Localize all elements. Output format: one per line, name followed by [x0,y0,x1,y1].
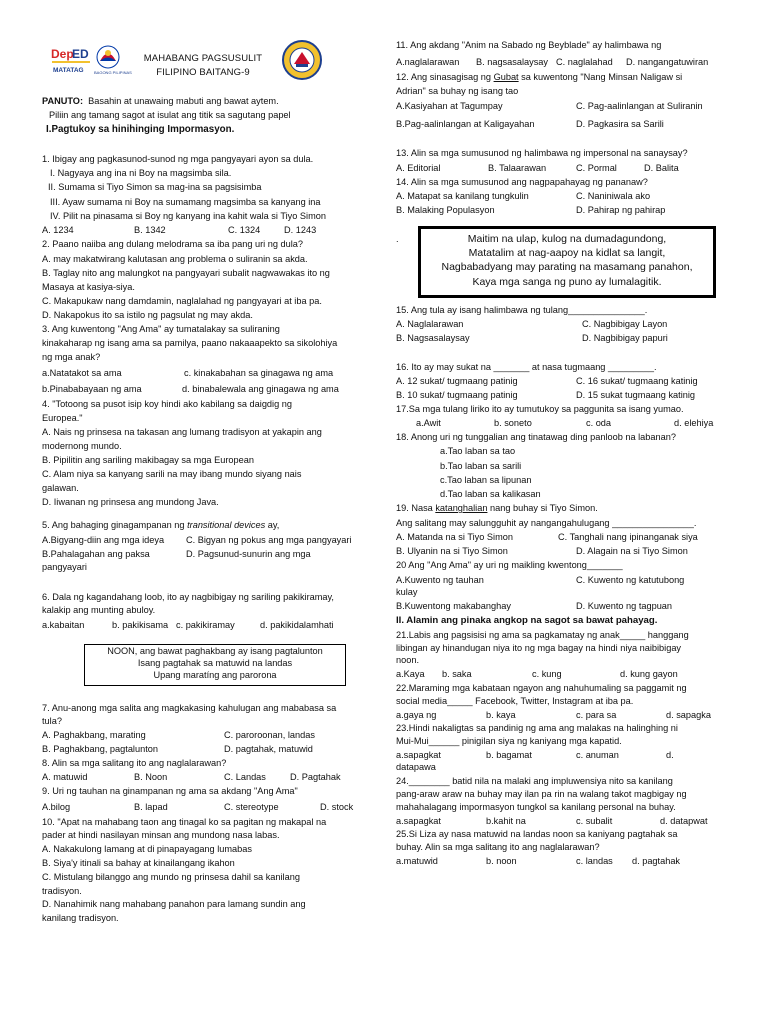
q22-choice-a[interactable]: a.gaya ng [396,710,437,720]
school-seal-logo [282,40,322,80]
q14-choice-a[interactable]: A. Matapat sa kanilang tungkulin [396,191,529,201]
q1-item-4: IV. Pilit na pinasama si Boy ng kanyang ina kahit wala si Tiyo Simon [50,211,326,221]
q18-choice-a[interactable]: a.Tao laban sa tao [440,446,516,456]
poem-2-marker: . [396,234,399,244]
poem-2-line-3: Nagbabadyang may parating na masamang panahon, [441,261,693,274]
q10-stem-1: 10. "Apat na mahabang taon ang tinagal ko sa pagitan ng makapal na [42,817,327,827]
q20-choice-b[interactable]: B.Kuwentong makabanghay [396,601,511,611]
q12-choice-b[interactable]: B.Pag-aalinlangan at Kaligayahan [396,119,535,129]
q14-stem: 14. Alin sa mga sumusunod ang nagpapahayag ng pananaw? [396,177,648,187]
q9-choice-a[interactable]: A.bilog [42,802,71,812]
q4-stem-2: Europea." [42,413,83,423]
q6-stem-2: kalakip ang munting abuloy. [42,605,156,615]
q12-choice-d[interactable]: D. Pagkasira sa Sarili [576,119,664,129]
q20-choice-d[interactable]: D. Kuwento ng tagpuan [576,601,673,611]
q10-choice-c[interactable]: C. Mistulang bilanggo ang mundo ng prinsesa dahil sa kanilang [42,872,300,882]
q9-choice-d[interactable]: D. stock [320,802,354,812]
poem-1-line-2: Isang pagtahak sa matuwid na landas [137,657,293,668]
panuto-text-2: Piliin ang tamang sagot at isulat ang titik sa sagutang papel [49,110,291,120]
q6-choice-a[interactable]: a.kabaitan [42,620,85,630]
q4-choice-c[interactable]: C. Alam niya sa kanyang sarili na may ibang mundo siyang nais [42,469,302,479]
q18-choice-d[interactable]: d.Tao laban sa kalikasan [440,489,541,499]
q22-stem-1: 22.Maraming mga kabataan ngayon ang nahuhumaling sa paggamit ng [396,683,687,693]
q12-stem-1 [396,72,724,84]
q8-choice-d[interactable]: D. Pagtahak [290,772,341,782]
q17-choice-a[interactable]: a.Awit [416,418,441,428]
q13-stem: 13. Alin sa mga sumusunod ng halimbawa ng impersonal na sanaysay? [396,148,688,158]
q6-choice-d[interactable]: d. pakikidalamhati [260,620,334,630]
q7-stem-1: 7. Anu-anong mga salita ang magkakasing kahulugan ang mababasa sa [42,703,337,713]
q5-stem [42,520,370,532]
svg-text:Dep: Dep [51,47,74,61]
q24-choice-a[interactable]: a.sapagkat [396,816,441,826]
q12-underlined-word: Gubat [493,72,519,82]
poem-1-line-1: NOON, ang bawat paghakbang ay isang pagtalunton [107,646,323,656]
svg-text:BAGONG PILIPINAS: BAGONG PILIPINAS [94,70,132,75]
q1-choice-c[interactable]: C. 1324 [228,225,261,235]
poem-1-line-3: Upang maratíng ang parorona [153,669,277,680]
q4-stem-1: 4. "Totoong sa pusot isip koy hindi ako kabilang sa daigdig ng [42,399,292,409]
q23-choice-a[interactable]: a.sapagkat [396,750,441,760]
q12-stem-pre: 12. Ang sinasagisag ng [396,72,494,82]
q21-stem-1: 21.Labis ang pagsisisi ng ama sa pagkamatay ng anak_____ hanggang [396,630,689,640]
q17-choice-d[interactable]: d. elehiya [674,418,714,428]
q8-choice-b[interactable]: B. Noon [134,772,168,782]
q20-stem: 20 Ang "Ang Ama" ay uri ng maikling kwentong_______ [396,560,623,570]
q19-stem-pre: 19. Nasa [396,503,436,513]
q6-choice-c[interactable]: c. pakikiramay [176,620,235,630]
q5-choice-a[interactable]: A.Bigyang-diin ang mga ideya [42,535,165,545]
q10-stem-2: pader at hindi nasilayan minsan ang mundong nasa labas. [42,830,280,840]
q7-choice-b[interactable]: B. Paghakbang, pagtalunton [42,744,158,754]
q25-stem-1: 25.Si Liza ay nasa matuwid na landas noon sa kaniyang pagtahak sa [396,829,678,839]
q9-choice-b[interactable]: B. lapad [134,802,168,812]
q2-choice-d[interactable]: D. Nakapokus ito sa istilo ng pagsulat ng may akda. [42,310,253,320]
q21-stem-3: noon. [396,655,419,665]
q1-choice-a[interactable]: A. 1234 [42,225,74,235]
q10-choice-d[interactable]: D. Nanahimik nang mahabang panahon para lamang sundin ang [42,899,306,909]
q11-choice-b[interactable]: B. nagsasalaysay [476,57,549,67]
q25-stem-2: buhay. Alin sa mga salitang ito ang naglalarawan? [396,842,600,852]
q24-stem-1: 24.________ batid nila na malaki ang impluwensiya nito sa kanilang [396,776,673,786]
q20-choice-c-cont: kulay [396,587,418,597]
bagong-pilipinas-logo [92,44,132,76]
q1-item-3: III. Ayaw sumama ni Boy na sumamang magsimba sa kanyang ina [50,197,321,207]
poem-2-line-1: Maitim na ulap, kulog na dumadagundong, [467,233,667,245]
q21-choice-a[interactable]: a.Kaya [396,669,425,679]
q3-choice-d[interactable]: d. binabalewala ang ginagawa ng ama [182,384,339,394]
q5-choice-d[interactable]: D. Pagsunud-sunurin ang mga [186,549,311,559]
q16-stem: 16. Ito ay may sukat na _______ at nasa tugmaang _________. [396,362,657,372]
q19-choice-b[interactable]: B. Ulyanin na si Tiyo Simon [396,546,508,556]
q17-stem: 17.Sa mga tulang liriko ito ay tumutukoy sa paggunita sa isang yumao. [396,404,684,414]
panuto-line-1 [42,96,370,108]
q10-choice-c-cont: tradisyon. [42,886,82,896]
q4-choice-d[interactable]: D. Iiwanan ng prinsesa ang mundong Java. [42,497,219,507]
q9-choice-c[interactable]: C. stereotype [224,802,279,812]
q23-choice-b[interactable]: b. bagamat [486,750,532,760]
q12-choice-c[interactable]: C. Pag-aalinlangan at Suliranin [576,101,703,111]
q10-choice-a[interactable]: A. Nakakulong lamang at di pinapayagang lumabas [42,844,252,854]
q12-choice-a[interactable]: A.Kasiyahan at Tagumpay [396,101,503,111]
q23-stem-2: Mui-Mui______ pinigilan siya ng kaniyang mga kapatid. [396,736,622,746]
q3-stem-1: 3. Ang kuwentong "Ang Ama" ay tumatalakay sa suliraning [42,324,280,334]
q24-stem-3: mahahalagang impormasyon tungkol sa kanilang personal na buhay. [396,802,676,812]
q19-stem-post: nang buhay si Tiyo Simon. [487,503,598,513]
q3-choice-b[interactable]: b.Pinababayaan ng ama [42,384,142,394]
q5-choice-b[interactable]: B.Pahalagahan ang paksa [42,549,150,559]
q11-choice-d[interactable]: D. nangangatuwiran [626,57,709,67]
q5-stem-pre: 5. Ang bahaging ginagampanan ng [42,520,188,530]
q5-choice-d-cont: pangyayari [42,562,87,572]
q2-stem: 2. Paano naiiba ang dulang melodrama sa iba pang uri ng dula? [42,239,304,249]
q3-choice-a[interactable]: a.Natatakot sa ama [42,368,122,378]
q21-choice-d[interactable]: d. kung gayon [620,669,678,679]
q5-stem-post: ay, [265,520,280,530]
q7-stem-2: tula? [42,716,62,726]
q15-choice-d[interactable]: D. Nagbibigay papuri [582,333,668,343]
exam-subtitle: FILIPINO BAITANG-9 [156,67,250,78]
q25-choice-d[interactable]: d. pagtahak [632,856,681,866]
q24-choice-d[interactable]: d. datapwat [660,816,708,826]
q23-choice-d-cont: datapawa [396,762,436,772]
q21-choice-c[interactable]: c. kung [532,669,562,679]
poem-2-line-4: Kaya mga sanga ng puno ay lumalagitik. [472,275,662,288]
svg-text:MATATAG: MATATAG [53,67,84,74]
q12-stem-2: Adrian" sa buhay ng isang tao [396,86,519,96]
q25-choice-a[interactable]: a.matuwid [396,856,438,866]
q13-choice-b[interactable]: B. Talaarawan [488,163,547,173]
q17-choice-b[interactable]: b. soneto [494,418,532,428]
q11-choice-c[interactable]: C. naglalahad [556,57,613,67]
q3-stem-3: ng mga anak? [42,352,101,362]
q10-choice-b[interactable]: B. Siya'y itinali sa bahay at kinailangang ikahon [42,858,235,868]
q11-choice-a[interactable]: A.naglalarawan [396,57,460,67]
q4-choice-b[interactable]: B. Pipilitin ang sariling makibagay sa mga European [42,455,254,465]
q23-stem-1: 23.Hindi nakaligtas sa pandinig ng ama ang malakas na halinghing ni [396,723,678,733]
q6-stem-1: 6. Dala ng kagandahang loob, ito ay nagbibigay ng sariling pakikiramay, [42,592,334,602]
q21-stem-2: libingan ay hinandugan niya ito ng mga bagay na hindi niya naibibigay [396,643,682,653]
q1-item-1: I. Nagyaya ang ina ni Boy na magsimba sila. [50,168,232,178]
q16-choice-c[interactable]: C. 16 sukat/ tugmaang katinig [576,376,698,386]
q2-choice-a[interactable]: A. may makatwirang kalutasan ang problema o suliranin sa akda. [42,254,308,264]
q19-underlined-word: katanghalian [435,503,488,513]
q5-stem-italic: transitional devices [187,520,266,530]
q14-choice-d[interactable]: D. Pahirap ng pahirap [576,205,666,215]
q8-choice-c[interactable]: C. Landas [224,772,266,782]
q19-choice-d[interactable]: D. Alagain na si Tiyo Simon [576,546,688,556]
q15-choice-c[interactable]: C. Nagbibigay Layon [582,319,668,329]
q1-choice-b[interactable]: B. 1342 [134,225,166,235]
q6-choice-b[interactable]: b. pakikisama [112,620,169,630]
q12-stem-post: sa kuwentong "Nang Minsan Naligaw si [518,72,683,82]
exam-title: MAHABANG PAGSUSULIT [143,53,263,64]
q23-choice-d[interactable]: d. [666,750,674,760]
svg-text:ED: ED [72,47,89,61]
q13-choice-a[interactable]: A. Editorial [396,163,441,173]
q4-choice-a-cont: modernong mundo. [42,441,122,451]
q19-stem-2: Ang salitang may salungguhit ay nangangahulugang ________________. [396,518,697,528]
q16-choice-d[interactable]: D. 15 sukat tugmaang katinig [576,390,695,400]
q14-choice-b[interactable]: B. Malaking Populasyon [396,205,495,215]
q23-choice-c[interactable]: c. anuman [576,750,619,760]
q2-choice-b-cont: Masaya at kasiya-siya. [42,282,135,292]
q22-choice-c[interactable]: c. para sa [576,710,617,720]
q10-choice-d-cont: kanilang tradisyon. [42,913,119,923]
q3-stem-2: kinakaharap ng isang ama sa pamilya, paano nakaaapekto sa sikolohiya [42,338,338,348]
q17-choice-c[interactable]: c. oda [586,418,612,428]
q4-choice-c-cont: galawan. [42,483,79,493]
q22-choice-d[interactable]: d. sapagka [666,710,711,720]
q1-item-2: II. Sumama si Tiyo Simon sa mag-ina sa pagsisimba [48,182,262,192]
q24-choice-b[interactable]: b.kahit na [486,816,526,826]
poem-2-line-2: Matatalim at nag-aapoy na kidlat sa langit, [468,247,666,260]
panuto-label: PANUTO: [42,96,84,106]
q15-choice-a[interactable]: A. Naglalarawan [396,319,464,329]
q20-choice-a[interactable]: A.Kuwento ng tauhan [396,575,484,585]
q8-choice-a[interactable]: A. matuwid [42,772,88,782]
q9-stem: 9. Uri ng tauhan na ginampanan ng ama sa akdang "Ang Ama" [42,786,298,796]
q24-stem-2: pang-araw araw na buhay may ilan pa rin na walang takot magbigay ng [396,789,687,799]
q3-choice-c[interactable]: c. kinakabahan sa ginagawa ng ama [184,368,334,378]
q15-stem: 15. Ang tula ay isang halimbawa ng tulang_______________. [396,305,648,315]
section-1-title: I.Pagtukoy sa hinihinging Impormasyon. [46,124,235,135]
q7-choice-a[interactable]: A. Paghakbang, marating [42,730,146,740]
q18-choice-b[interactable]: b.Tao laban sa sarili [440,461,522,471]
q5-choice-c[interactable]: C. Bigyan ng pokus ang mga pangyayari [186,535,352,545]
q13-choice-c[interactable]: C. Pormal [576,163,617,173]
q14-choice-c[interactable]: C. Naniniwala ako [576,191,651,201]
q19-choice-a[interactable]: A. Matanda na si Tiyo Simon [396,532,513,542]
q7-choice-d[interactable]: D. pagtahak, matuwid [224,744,313,754]
q20-choice-c[interactable]: C. Kuwento ng katutubong [576,575,685,585]
poem-box-1 [84,644,346,686]
q13-choice-d[interactable]: D. Balita [644,163,679,173]
q4-choice-a[interactable]: A. Nais ng prinsesa na takasan ang lumang tradisyon at yakapin ang [42,427,322,437]
q11-stem: 11. Ang akdang "Anim na Sabado ng Beyblade" ay halimbawa ng [396,40,662,50]
q7-choice-c[interactable]: C. paroroonan, landas [224,730,315,740]
q24-choice-c[interactable]: c. subalit [576,816,613,826]
q18-stem: 18. Anong uri ng tunggalian ang tinatawag ding panloob na labanan? [396,432,676,442]
q19-choice-c[interactable]: C. Tanghali nang ipinanganak siya [558,532,698,542]
q22-choice-b[interactable]: b. kaya [486,710,516,720]
deped-matatag-logo [50,44,92,76]
q19-stem-1 [396,503,724,515]
q18-choice-c[interactable]: c.Tao laban sa lipunan [440,475,532,485]
section-2-title: II. Alamin ang pinaka angkop na sagot sa bawat pahayag. [396,615,658,626]
q22-stem-2: social media_____ Facebook, Twitter, Instagram at iba pa. [396,696,634,706]
q8-stem: 8. Alin sa mga salitang ito ang naglalarawan? [42,758,227,768]
q25-choice-b[interactable]: b. noon [486,856,517,866]
q2-choice-c[interactable]: C. Makapukaw nang damdamin, naglalahad ng pangyayari at iba pa. [42,296,322,306]
q15-choice-b[interactable]: B. Nagsasalaysay [396,333,470,343]
q25-choice-c[interactable]: c. landas [576,856,613,866]
panuto-text-1: Basahin at unawaing mabuti ang bawat aytem. [88,96,279,106]
q1-stem: 1. Ibigay ang pagkasunod-sunod ng mga pangyayari ayon sa dula. [42,154,314,164]
q2-choice-b[interactable]: B. Taglay nito ang malungkot na pangyayari subalit nagwawakas ito ng [42,268,330,278]
q16-choice-b[interactable]: B. 10 sukat/ tugmaang patinig [396,390,518,400]
q1-choice-d[interactable]: D. 1243 [284,225,317,235]
q21-choice-b[interactable]: b. saka [442,669,472,679]
poem-box-2 [418,226,716,298]
q16-choice-a[interactable]: A. 12 sukat/ tugmaang patinig [396,376,518,386]
